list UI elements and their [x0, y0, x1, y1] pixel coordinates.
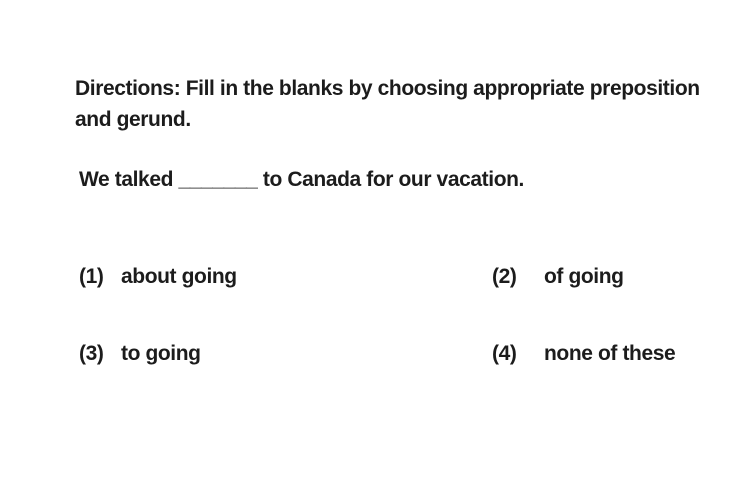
answer-blank: _______ [178, 168, 258, 191]
option-2[interactable] [492, 263, 624, 291]
option-number: (1) [79, 265, 104, 288]
option-text: of going [544, 265, 624, 288]
option-4[interactable] [492, 340, 676, 368]
question-text-after-blank: to Canada for our vacation. [262, 168, 524, 191]
option-number: (2) [492, 265, 517, 288]
option-text: none of these [544, 342, 676, 365]
option-text: to going [121, 342, 201, 365]
option-3[interactable] [79, 340, 201, 368]
question-sentence [79, 166, 524, 194]
option-number: (3) [79, 342, 104, 365]
option-text: about going [121, 265, 237, 288]
directions-text: Directions: Fill in the blanks by choosing appropriate preposition and gerund. [75, 77, 700, 131]
option-1[interactable] [79, 263, 237, 291]
question-text-before-blank: We talked [79, 168, 174, 191]
option-number: (4) [492, 342, 517, 365]
